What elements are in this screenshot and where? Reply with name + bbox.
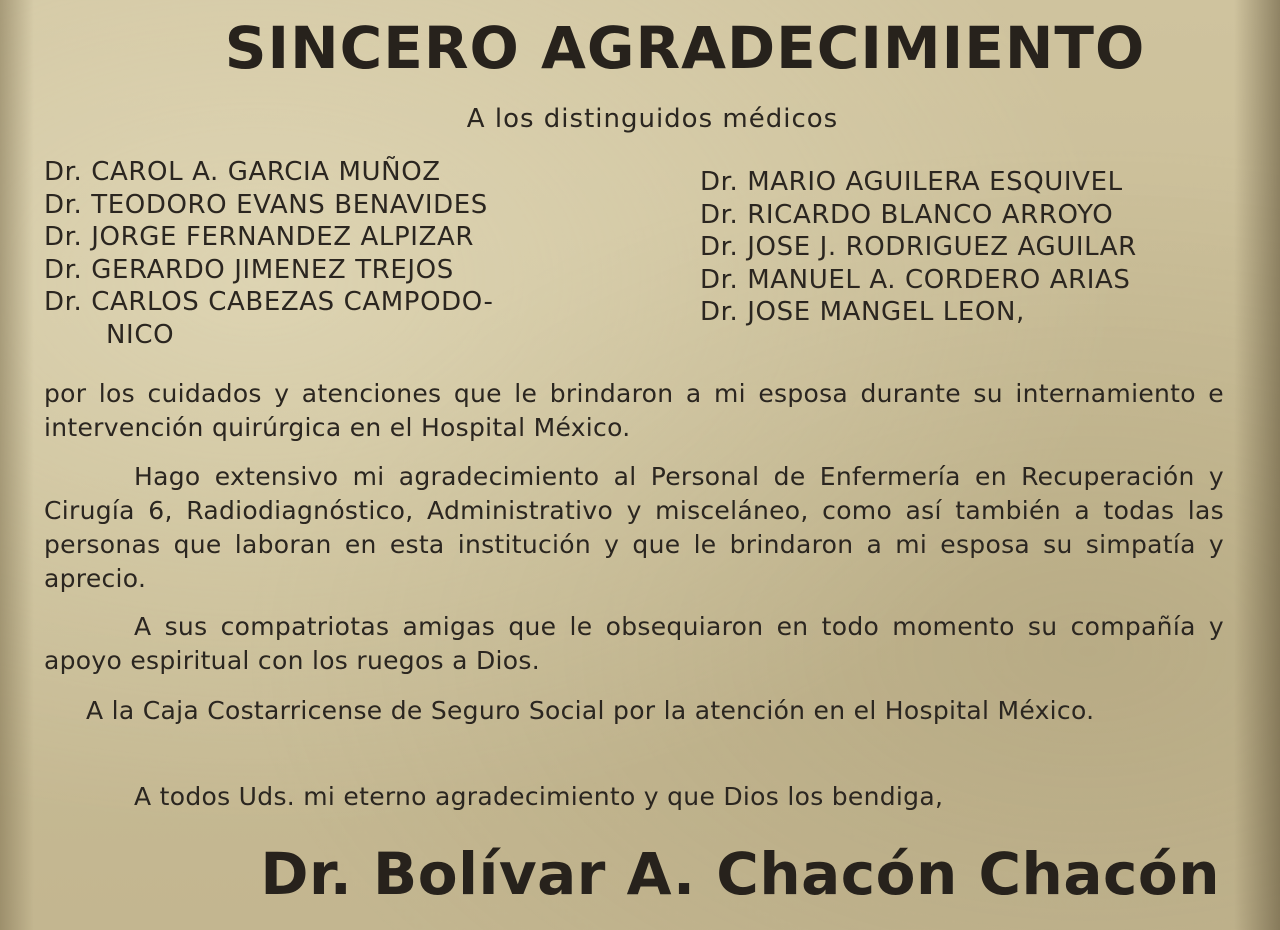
doctor-name: Dr. JOSE MANGEL LEON,: [700, 297, 1025, 327]
doctor-name-continuation: NICO: [106, 319, 175, 350]
paragraph-ccss: A la Caja Costarricense de Seguro Social por la atención en el Hospital México.: [86, 696, 1095, 725]
doctor-name: Dr. CAROL A. GARCIA MUÑOZ: [44, 157, 441, 187]
paragraph-closing: A todos Uds. mi eterno agradecimiento y que Dios los bendiga,: [134, 782, 944, 811]
signature: Dr. Bolívar A. Chacón Chacón: [260, 840, 1220, 908]
notice-subtitle: A los distinguidos médicos: [466, 104, 839, 134]
paper-edge-right: [1234, 0, 1280, 930]
doctor-list-left: [44, 156, 604, 351]
doctor-name: Dr. TEODORO EVANS BENAVIDES: [44, 189, 488, 220]
paper-edge-left: [0, 0, 34, 930]
doctor-name: Dr. JORGE FERNANDEZ ALPIZAR: [44, 222, 475, 252]
doctor-name: Dr. RICARDO BLANCO ARROYO: [700, 199, 1114, 230]
doctor-name: Dr. MARIO AGUILERA ESQUIVEL: [700, 167, 1123, 197]
paragraph-staff: Hago extensivo mi agradecimiento al Personal de Enfermería en Recuperación y Cirugía 6, Radiodiagnóstico, Administrativo y misceláneo, como así también a todas las personas que laboran en esta institución y que le brindaron a mi esposa su simpatía y aprecio.: [44, 462, 1224, 593]
doctor-name: Dr. CARLOS CABEZAS CAMPODO-: [44, 287, 494, 317]
paragraph-care: por los cuidados y atenciones que le brindaron a mi esposa durante su internamiento e intervención quirúrgica en el Hospital México.: [44, 379, 1224, 442]
doctor-name: Dr. GERARDO JIMENEZ TREJOS: [44, 254, 454, 285]
doctor-name: Dr. JOSE J. RODRIGUEZ AGUILAR: [700, 232, 1137, 262]
doctor-list-right: [700, 166, 1220, 329]
doctor-name: Dr. MANUEL A. CORDERO ARIAS: [700, 264, 1131, 295]
notice-title: SINCERO AGRADECIMIENTO: [224, 14, 1146, 82]
paragraph-friends: A sus compatriotas amigas que le obsequiaron en todo momento su compañía y apoyo espiritual con los ruegos a Dios.: [44, 612, 1224, 675]
